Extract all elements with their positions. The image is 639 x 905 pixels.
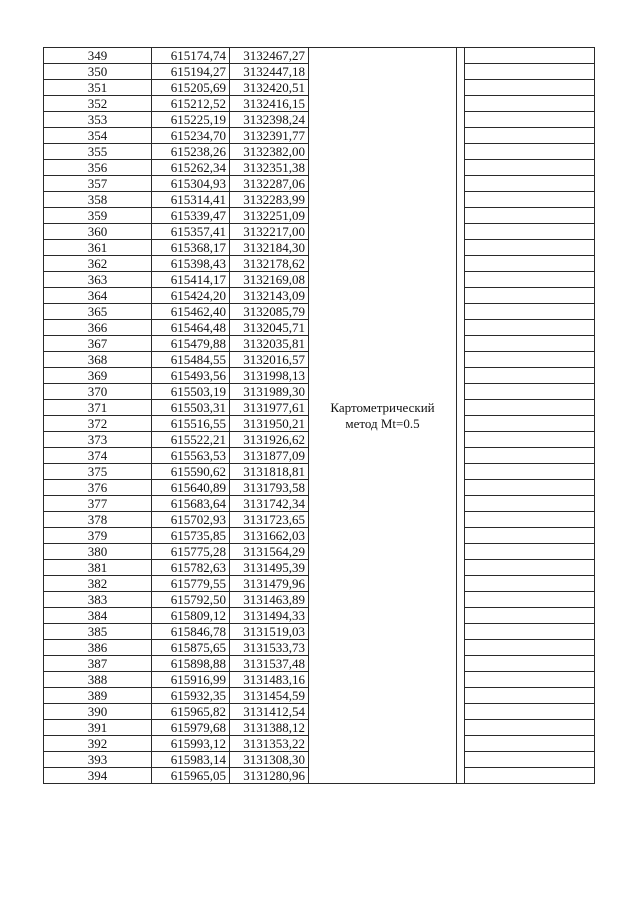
x-coordinate-cell: 615464,48 <box>152 320 230 336</box>
point-number-cell: 391 <box>44 720 152 736</box>
empty-cell <box>465 432 595 448</box>
y-coordinate-cell: 3131818,81 <box>230 464 309 480</box>
empty-cell <box>465 288 595 304</box>
x-coordinate-cell: 615916,99 <box>152 672 230 688</box>
empty-cell <box>465 80 595 96</box>
empty-cell <box>465 224 595 240</box>
empty-cell <box>465 464 595 480</box>
y-coordinate-cell: 3132447,18 <box>230 64 309 80</box>
x-coordinate-cell: 615792,50 <box>152 592 230 608</box>
table-row <box>44 48 595 64</box>
y-coordinate-cell: 3132398,24 <box>230 112 309 128</box>
x-coordinate-cell: 615194,27 <box>152 64 230 80</box>
x-coordinate-cell: 615898,88 <box>152 656 230 672</box>
y-coordinate-cell: 3131564,29 <box>230 544 309 560</box>
point-number-cell: 357 <box>44 176 152 192</box>
point-number-cell: 355 <box>44 144 152 160</box>
y-coordinate-cell: 3131479,96 <box>230 576 309 592</box>
x-coordinate-cell: 615238,26 <box>152 144 230 160</box>
empty-cell <box>465 560 595 576</box>
point-number-cell: 392 <box>44 736 152 752</box>
point-number-cell: 361 <box>44 240 152 256</box>
empty-cell <box>465 624 595 640</box>
x-coordinate-cell: 615965,82 <box>152 704 230 720</box>
point-number-cell: 365 <box>44 304 152 320</box>
point-number-cell: 390 <box>44 704 152 720</box>
point-number-cell: 375 <box>44 464 152 480</box>
x-coordinate-cell: 615522,21 <box>152 432 230 448</box>
x-coordinate-cell: 615225,19 <box>152 112 230 128</box>
x-coordinate-cell: 615174,74 <box>152 48 230 64</box>
point-number-cell: 387 <box>44 656 152 672</box>
y-coordinate-cell: 3131662,03 <box>230 528 309 544</box>
empty-cell <box>465 720 595 736</box>
coordinates-table <box>43 47 595 784</box>
point-number-cell: 393 <box>44 752 152 768</box>
x-coordinate-cell: 615846,78 <box>152 624 230 640</box>
empty-cell <box>465 704 595 720</box>
method-cell <box>309 48 457 784</box>
y-coordinate-cell: 3131533,73 <box>230 640 309 656</box>
y-coordinate-cell: 3131388,12 <box>230 720 309 736</box>
x-coordinate-cell: 615590,62 <box>152 464 230 480</box>
y-coordinate-cell: 3131742,34 <box>230 496 309 512</box>
empty-cell <box>465 112 595 128</box>
point-number-cell: 383 <box>44 592 152 608</box>
empty-cell <box>465 416 595 432</box>
x-coordinate-cell: 615683,64 <box>152 496 230 512</box>
x-coordinate-cell: 615779,55 <box>152 576 230 592</box>
x-coordinate-cell: 615398,43 <box>152 256 230 272</box>
empty-cell <box>465 448 595 464</box>
x-coordinate-cell: 615357,41 <box>152 224 230 240</box>
x-coordinate-cell: 615875,65 <box>152 640 230 656</box>
x-coordinate-cell: 615640,89 <box>152 480 230 496</box>
y-coordinate-cell: 3132169,08 <box>230 272 309 288</box>
y-coordinate-cell: 3132416,15 <box>230 96 309 112</box>
y-coordinate-cell: 3131723,65 <box>230 512 309 528</box>
empty-cell <box>465 384 595 400</box>
empty-cell <box>465 208 595 224</box>
point-number-cell: 369 <box>44 368 152 384</box>
y-coordinate-cell: 3131926,62 <box>230 432 309 448</box>
point-number-cell: 380 <box>44 544 152 560</box>
point-number-cell: 376 <box>44 480 152 496</box>
y-coordinate-cell: 3132085,79 <box>230 304 309 320</box>
empty-cell <box>465 352 595 368</box>
point-number-cell: 367 <box>44 336 152 352</box>
coordinates-table-body <box>44 48 595 784</box>
x-coordinate-cell: 615262,34 <box>152 160 230 176</box>
y-coordinate-cell: 3132420,51 <box>230 80 309 96</box>
y-coordinate-cell: 3132178,62 <box>230 256 309 272</box>
y-coordinate-cell: 3132045,71 <box>230 320 309 336</box>
point-number-cell: 352 <box>44 96 152 112</box>
x-coordinate-cell: 615775,28 <box>152 544 230 560</box>
x-coordinate-cell: 615702,93 <box>152 512 230 528</box>
point-number-cell: 378 <box>44 512 152 528</box>
y-coordinate-cell: 3131483,16 <box>230 672 309 688</box>
y-coordinate-cell: 3132143,09 <box>230 288 309 304</box>
point-number-cell: 370 <box>44 384 152 400</box>
x-coordinate-cell: 615479,88 <box>152 336 230 352</box>
point-number-cell: 388 <box>44 672 152 688</box>
y-coordinate-cell: 3132351,38 <box>230 160 309 176</box>
empty-cell <box>465 672 595 688</box>
empty-cell <box>465 496 595 512</box>
y-coordinate-cell: 3132287,06 <box>230 176 309 192</box>
point-number-cell: 385 <box>44 624 152 640</box>
x-coordinate-cell: 615339,47 <box>152 208 230 224</box>
empty-cell <box>465 368 595 384</box>
y-coordinate-cell: 3131998,13 <box>230 368 309 384</box>
x-coordinate-cell: 615314,41 <box>152 192 230 208</box>
empty-cell <box>465 752 595 768</box>
x-coordinate-cell: 615234,70 <box>152 128 230 144</box>
empty-cell <box>465 96 595 112</box>
empty-cell <box>465 640 595 656</box>
x-coordinate-cell: 615809,12 <box>152 608 230 624</box>
empty-cell <box>465 528 595 544</box>
empty-cell <box>465 192 595 208</box>
point-number-cell: 354 <box>44 128 152 144</box>
y-coordinate-cell: 3132251,09 <box>230 208 309 224</box>
point-number-cell: 394 <box>44 768 152 784</box>
x-coordinate-cell: 615205,69 <box>152 80 230 96</box>
y-coordinate-cell: 3131308,30 <box>230 752 309 768</box>
x-coordinate-cell: 615462,40 <box>152 304 230 320</box>
point-number-cell: 377 <box>44 496 152 512</box>
y-coordinate-cell: 3131793,58 <box>230 480 309 496</box>
point-number-cell: 358 <box>44 192 152 208</box>
point-number-cell: 386 <box>44 640 152 656</box>
y-coordinate-cell: 3131950,21 <box>230 416 309 432</box>
empty-cell <box>465 400 595 416</box>
point-number-cell: 366 <box>44 320 152 336</box>
empty-cell <box>465 336 595 352</box>
y-coordinate-cell: 3131495,39 <box>230 560 309 576</box>
x-coordinate-cell: 615493,56 <box>152 368 230 384</box>
y-coordinate-cell: 3131280,96 <box>230 768 309 784</box>
y-coordinate-cell: 3132382,00 <box>230 144 309 160</box>
point-number-cell: 351 <box>44 80 152 96</box>
empty-cell <box>465 608 595 624</box>
y-coordinate-cell: 3132283,99 <box>230 192 309 208</box>
point-number-cell: 356 <box>44 160 152 176</box>
point-number-cell: 381 <box>44 560 152 576</box>
empty-cell <box>465 512 595 528</box>
x-coordinate-cell: 615368,17 <box>152 240 230 256</box>
empty-cell <box>465 320 595 336</box>
y-coordinate-cell: 3131494,33 <box>230 608 309 624</box>
method-label-line1: Картометрический <box>330 399 435 415</box>
point-number-cell: 371 <box>44 400 152 416</box>
x-coordinate-cell: 615965,05 <box>152 768 230 784</box>
y-coordinate-cell: 3131989,30 <box>230 384 309 400</box>
empty-cell <box>465 256 595 272</box>
y-coordinate-cell: 3131463,89 <box>230 592 309 608</box>
empty-cell <box>465 304 595 320</box>
x-coordinate-cell: 615983,14 <box>152 752 230 768</box>
x-coordinate-cell: 615563,53 <box>152 448 230 464</box>
empty-cell <box>465 688 595 704</box>
empty-cell <box>465 176 595 192</box>
y-coordinate-cell: 3131877,09 <box>230 448 309 464</box>
x-coordinate-cell: 615414,17 <box>152 272 230 288</box>
x-coordinate-cell: 615516,55 <box>152 416 230 432</box>
y-coordinate-cell: 3131454,59 <box>230 688 309 704</box>
x-coordinate-cell: 615979,68 <box>152 720 230 736</box>
point-number-cell: 353 <box>44 112 152 128</box>
empty-cell <box>465 480 595 496</box>
empty-cell <box>465 160 595 176</box>
point-number-cell: 359 <box>44 208 152 224</box>
empty-cell <box>465 736 595 752</box>
point-number-cell: 362 <box>44 256 152 272</box>
point-number-cell: 364 <box>44 288 152 304</box>
point-number-cell: 374 <box>44 448 152 464</box>
point-number-cell: 372 <box>44 416 152 432</box>
y-coordinate-cell: 3132467,27 <box>230 48 309 64</box>
empty-cell <box>465 592 595 608</box>
y-coordinate-cell: 3131412,54 <box>230 704 309 720</box>
y-coordinate-cell: 3132184,30 <box>230 240 309 256</box>
x-coordinate-cell: 615782,63 <box>152 560 230 576</box>
point-number-cell: 373 <box>44 432 152 448</box>
empty-cell <box>465 544 595 560</box>
x-coordinate-cell: 615484,55 <box>152 352 230 368</box>
y-coordinate-cell: 3132016,57 <box>230 352 309 368</box>
empty-cell <box>465 144 595 160</box>
empty-cell <box>465 64 595 80</box>
x-coordinate-cell: 615424,20 <box>152 288 230 304</box>
y-coordinate-cell: 3132217,00 <box>230 224 309 240</box>
x-coordinate-cell: 615993,12 <box>152 736 230 752</box>
point-number-cell: 368 <box>44 352 152 368</box>
y-coordinate-cell: 3131353,22 <box>230 736 309 752</box>
point-number-cell: 382 <box>44 576 152 592</box>
empty-cell <box>465 576 595 592</box>
point-number-cell: 379 <box>44 528 152 544</box>
x-coordinate-cell: 615735,85 <box>152 528 230 544</box>
method-label-line2: метод Mt=0.5 <box>345 415 420 431</box>
x-coordinate-cell: 615932,35 <box>152 688 230 704</box>
spacer-cell <box>457 48 465 784</box>
y-coordinate-cell: 3132035,81 <box>230 336 309 352</box>
x-coordinate-cell: 615304,93 <box>152 176 230 192</box>
x-coordinate-cell: 615503,19 <box>152 384 230 400</box>
point-number-cell: 349 <box>44 48 152 64</box>
empty-cell <box>465 128 595 144</box>
point-number-cell: 350 <box>44 64 152 80</box>
point-number-cell: 389 <box>44 688 152 704</box>
point-number-cell: 363 <box>44 272 152 288</box>
y-coordinate-cell: 3131977,61 <box>230 400 309 416</box>
y-coordinate-cell: 3131519,03 <box>230 624 309 640</box>
empty-cell <box>465 48 595 64</box>
x-coordinate-cell: 615212,52 <box>152 96 230 112</box>
empty-cell <box>465 656 595 672</box>
point-number-cell: 384 <box>44 608 152 624</box>
empty-cell <box>465 768 595 784</box>
y-coordinate-cell: 3131537,48 <box>230 656 309 672</box>
empty-cell <box>465 240 595 256</box>
y-coordinate-cell: 3132391,77 <box>230 128 309 144</box>
x-coordinate-cell: 615503,31 <box>152 400 230 416</box>
point-number-cell: 360 <box>44 224 152 240</box>
empty-cell <box>465 272 595 288</box>
